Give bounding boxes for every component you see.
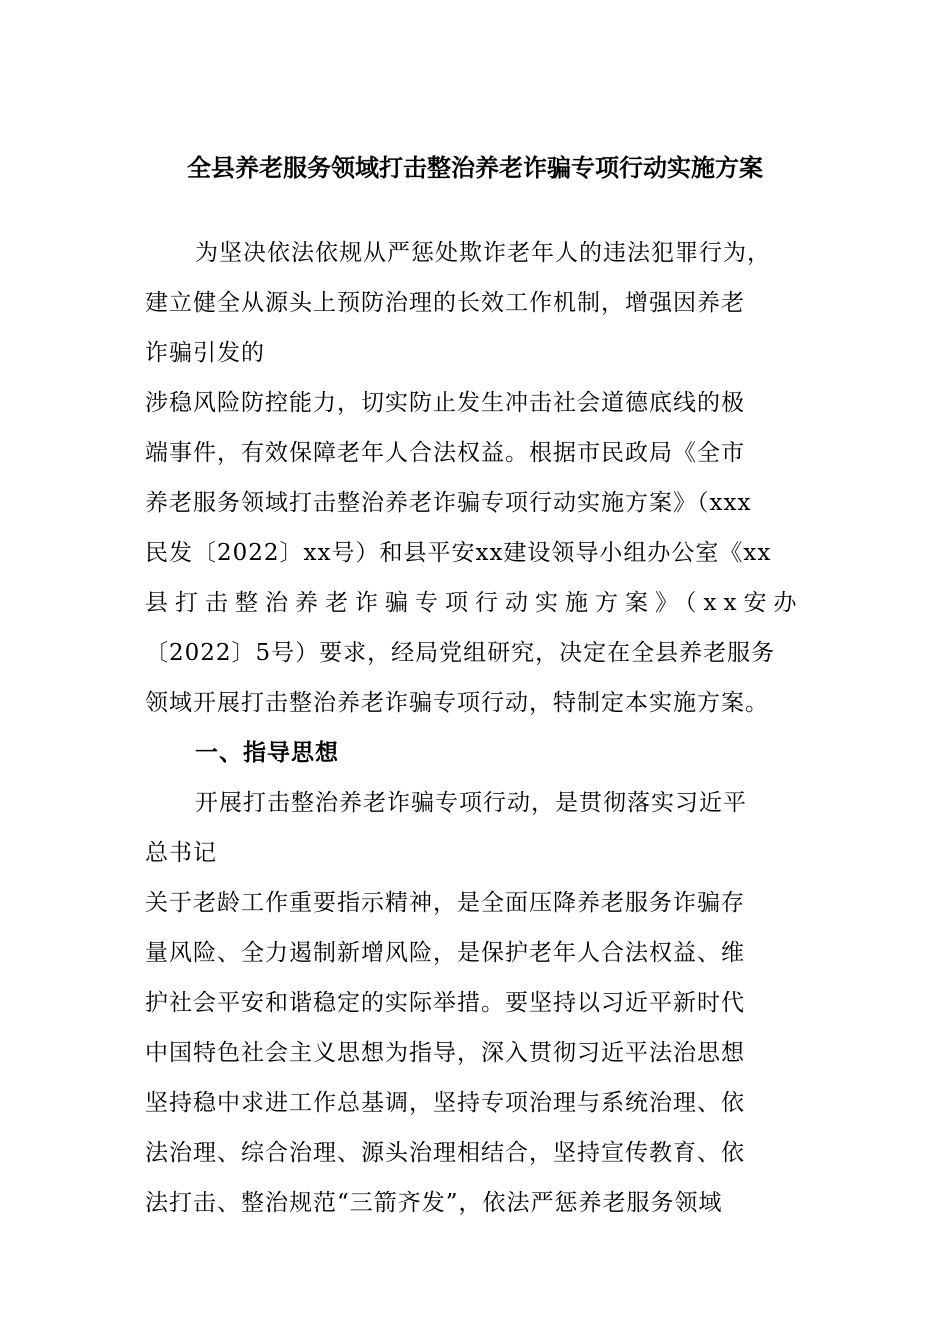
document-title: 全县养老服务领域打击整治养老诈骗专项行动实施方案 — [187, 153, 763, 182]
section1-line-1: 开展打击整治养老诈骗专项行动，是贯彻落实习近平 — [195, 790, 747, 816]
intro-line-2: 建立健全从源头上预防治理的长效工作机制，增强因养老 — [145, 290, 745, 316]
section1-line-3: 关于老龄工作重要指示精神，是全面压降养老服务诈骗存 — [145, 890, 745, 916]
section1-line-5: 护社会平安和谐稳定的实际举措。要坚持以习近平新时代 — [145, 990, 745, 1016]
intro-line-10: 领域开展打击整治养老诈骗专项行动，特制定本实施方案。 — [145, 690, 769, 716]
section1-line-7: 坚持稳中求进工作总基调，坚持专项治理与系统治理、依 — [145, 1090, 745, 1116]
intro-line-3: 诈骗引发的 — [145, 340, 265, 366]
intro-line-8: 县打击整治养老诈骗专项行动实施方案》（xx安办 — [145, 590, 804, 616]
section1-line-8: 法治理、综合治理、源头治理相结合，坚持宣传教育、依 — [145, 1140, 745, 1166]
intro-line-1: 为坚决依法依规从严惩处欺诈老年人的违法犯罪行为， — [195, 240, 771, 266]
intro-line-4: 涉稳风险防控能力，切实防止发生冲击社会道德底线的极 — [145, 390, 745, 416]
section1-line-9: 法打击、整治规范“三箭齐发”，依法严惩养老服务领域 — [145, 1190, 723, 1216]
section1-line-2: 总书记 — [145, 840, 217, 866]
intro-line-7: 民发〔2022〕xx号）和县平安xx建设领导小组办公室《xx — [145, 540, 772, 566]
section1-line-6: 中国特色社会主义思想为指导，深入贯彻习近平法治思想 — [145, 1040, 745, 1066]
intro-line-6: 养老服务领域打击整治养老诈骗专项行动实施方案》（xxx — [145, 490, 752, 516]
section-heading-guiding-ideology: 一、指导思想 — [195, 740, 339, 766]
intro-line-9: 〔2022〕5号）要求，经局党组研究，决定在全县养老服务 — [145, 640, 776, 666]
section1-line-4: 量风险、全力遏制新增风险，是保护老年人合法权益、维 — [145, 940, 745, 966]
intro-line-5: 端事件，有效保障老年人合法权益。根据市民政局《全市 — [145, 440, 745, 466]
